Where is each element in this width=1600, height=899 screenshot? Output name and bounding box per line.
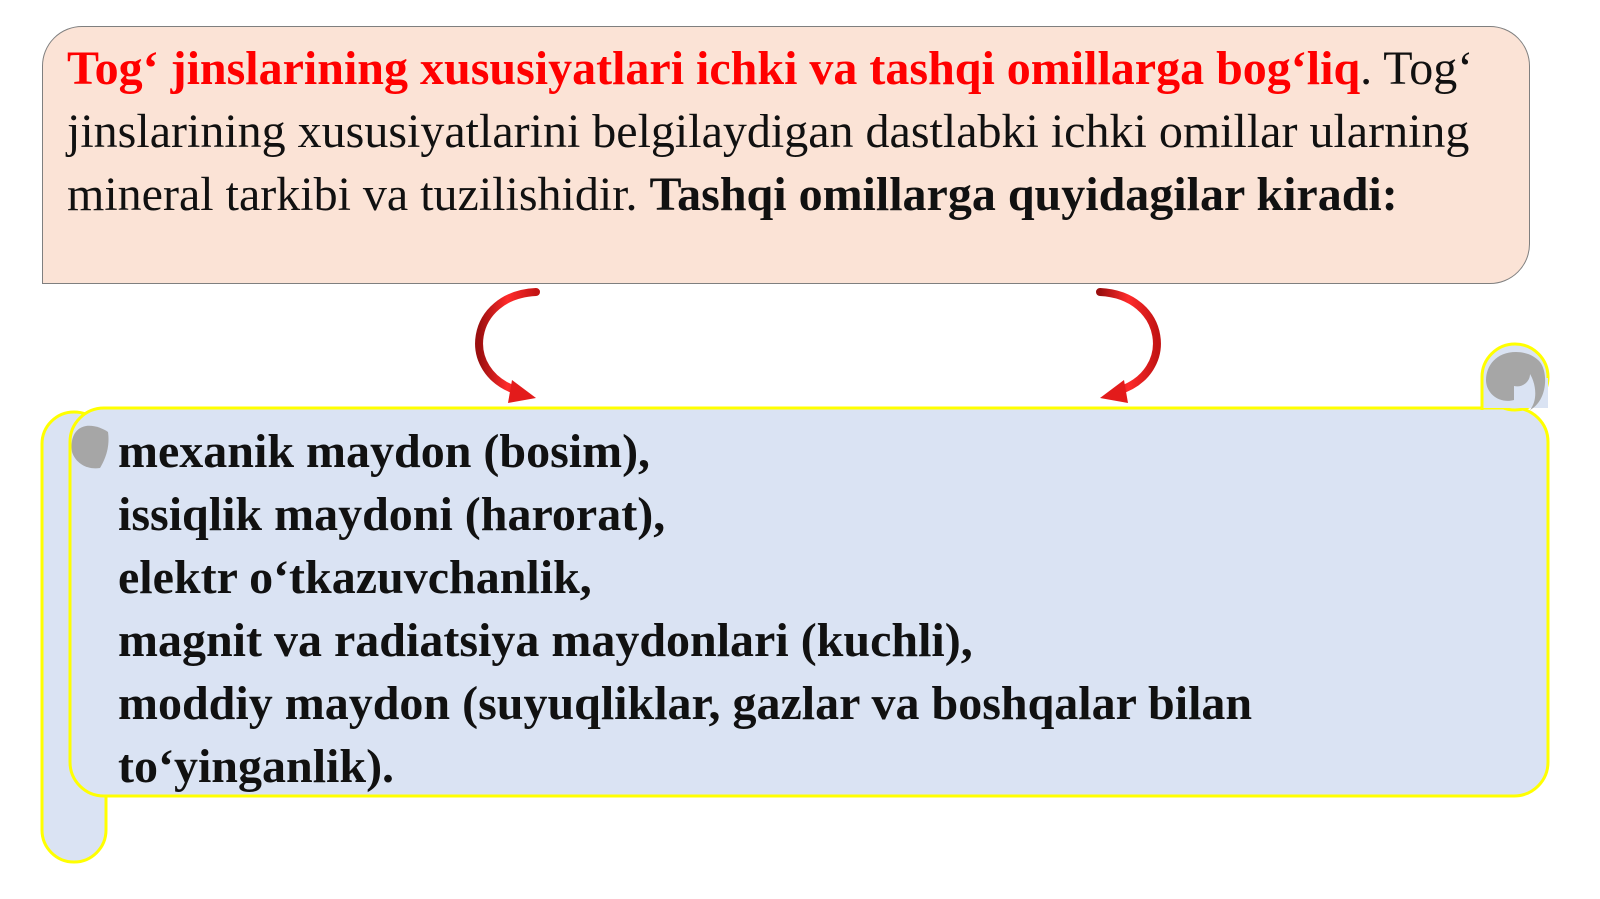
intro-lead: Tog‘ jinslarining xususiyatlari ichki va tashqi omillarga bog‘liq	[67, 42, 1361, 95]
list-item: magnit va radiatsiya maydonlari (kuchli),	[118, 614, 973, 667]
intro-lead-punct: .	[1360, 42, 1373, 95]
list-item: issiqlik maydoni (harorat),	[118, 488, 666, 541]
factor-list	[118, 420, 1498, 798]
list-item: elektr o‘tkazuvchanlik,	[118, 551, 592, 604]
list-item: mexanik maydon (bosim),	[118, 425, 651, 478]
intro-body: Tog‘ jinslarining xususiyatlarini belgilaydigan dastlabki ichki omillar ularning mineral tarkibi va tuzilishidir.	[67, 42, 1474, 221]
list-item: moddiy maydon (suyuqliklar, gazlar va boshqalar bilan to‘yinganlik).	[118, 677, 1253, 793]
intro-emphasis: Tashqi omillarga quyidagilar kiradi:	[649, 168, 1398, 221]
